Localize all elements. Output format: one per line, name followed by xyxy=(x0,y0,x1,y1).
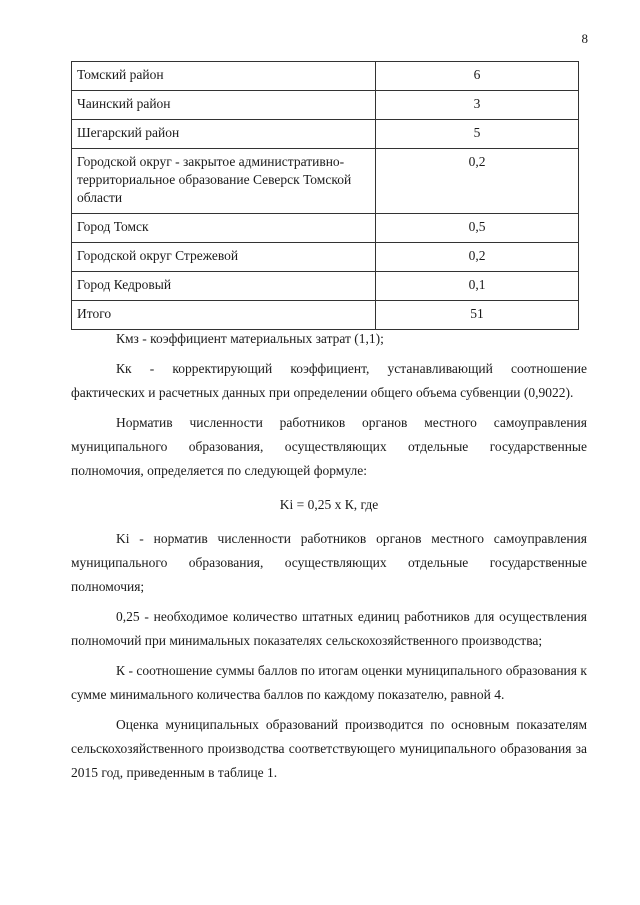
paragraph-kk: Кк - корректирующий коэффициент, устанавливающий соотношение фактических и расчетных данных при определении общего объема субвенции (0,9022). xyxy=(71,361,587,400)
table-row xyxy=(72,214,579,243)
municipality-value: 0,2 xyxy=(376,149,579,214)
municipality-value: 0,5 xyxy=(376,214,579,243)
municipality-name: Городской округ - закрытое административно-территориальное образование Северск Томской области xyxy=(72,149,376,214)
municipality-name: Город Кедровый xyxy=(72,272,376,301)
formula: Ki = 0,25 х К, где xyxy=(279,497,379,512)
table-row xyxy=(72,243,579,272)
paragraph-evaluation: Оценка муниципальных образований производится по основным показателям сельскохозяйственного производства соответствующего муниципального образования за 2015 год, приведенным в таблице 1. xyxy=(71,717,587,780)
total-value: 51 xyxy=(376,301,579,330)
municipality-name: Чаинский район xyxy=(72,91,376,120)
municipality-name: Город Томск xyxy=(72,214,376,243)
page-number: 8 xyxy=(581,31,588,46)
municipality-value: 0,2 xyxy=(376,243,579,272)
table-row xyxy=(72,62,579,91)
paragraph-k: К - соотношение суммы баллов по итогам оценки муниципального образования к сумме минимального количества баллов по каждому показателю, равной 4. xyxy=(71,663,587,702)
municipality-table xyxy=(71,61,579,330)
municipality-name: Шегарский район xyxy=(72,120,376,149)
municipality-value: 0,1 xyxy=(376,272,579,301)
municipality-value: 6 xyxy=(376,62,579,91)
municipality-name: Городской округ Стрежевой xyxy=(72,243,376,272)
body-text xyxy=(71,327,587,785)
municipality-value: 3 xyxy=(376,91,579,120)
paragraph-norm: Норматив численности работников органов местного самоуправления муниципального образования, осуществляющих отдельные государственные полномочия, определяется по следующей формуле: xyxy=(71,415,587,478)
municipality-value: 5 xyxy=(376,120,579,149)
paragraph-coefficient: 0,25 - необходимое количество штатных единиц работников для осуществления полномочий при минимальных показателях сельскохозяйственного производства; xyxy=(71,609,587,648)
table-row xyxy=(72,149,579,214)
municipality-name: Томский район xyxy=(72,62,376,91)
table-row xyxy=(72,91,579,120)
total-label: Итого xyxy=(72,301,376,330)
table-total-row xyxy=(72,301,579,330)
paragraph-ki: Ki - норматив численности работников органов местного самоуправления муниципального образования, осуществляющих отдельные государственные полномочия; xyxy=(71,531,587,594)
table-row xyxy=(72,120,579,149)
paragraph-kmz: Кмз - коэффициент материальных затрат (1,1); xyxy=(116,331,384,346)
table-row xyxy=(72,272,579,301)
